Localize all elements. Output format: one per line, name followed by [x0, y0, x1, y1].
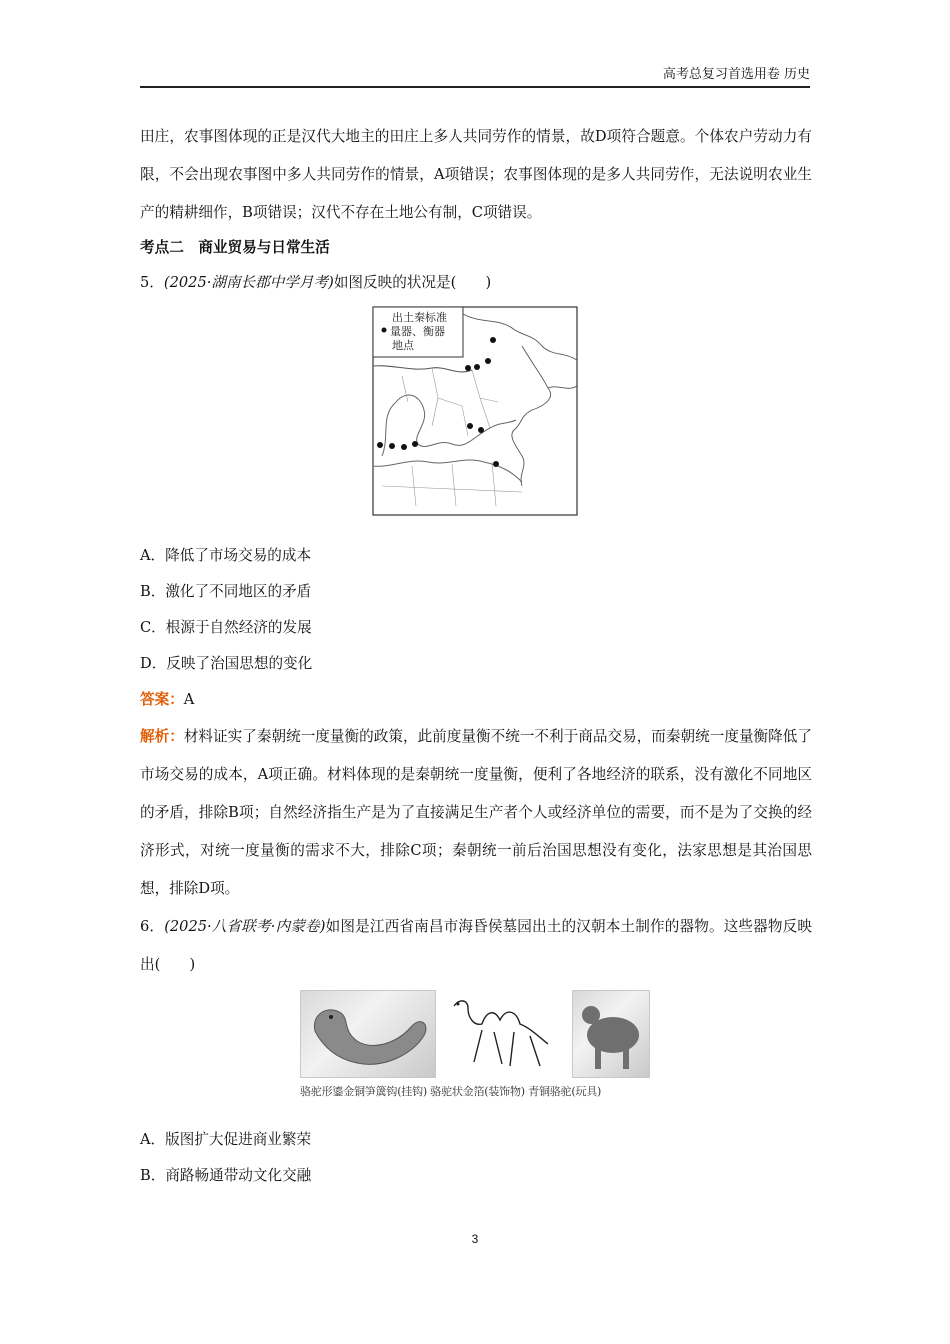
artifact-figure — [300, 990, 660, 1100]
site-dot — [493, 461, 499, 467]
map-legend-line1: 出土秦标准 — [392, 311, 447, 324]
q6-option-a: A．版图扩大促进商业繁荣 — [140, 1131, 312, 1148]
analysis-text: 材料证实了秦朝统一度量衡的政策，此前度量衡不统一不利于商品交易，而秦朝统一度量衡降低了市场交易的成本，A项正确。材料体现的是秦朝统一度量衡，便利了各地经济的联系，没有激化不同地区的矛盾，排除B项；自然经济指生产是为了直接满足生产者个人或经济单位的需要，而不是为了交换的经济形式，对统一度量衡的需求不大，排除C项；秦朝统一前后治国思想没有变化，法家思想是其治国思想，排除D项。 — [140, 728, 812, 897]
q5-option-a: A．降低了市场交易的成本 — [140, 547, 312, 564]
site-dot — [490, 337, 496, 343]
question-6-source: (2025·八省联考·内蒙卷) — [164, 918, 326, 935]
intro-paragraph: 田庄，农事图体现的正是汉代大地主的田庄上多人共同劳作的情景，故D项符合题意。个体农户劳动力有限，不会出现农事图中多人共同劳作的情景，A项错误；农事图体现的是多人共同劳作，无法说明农业生产的精耕细作，B项错误；汉代不存在土地公有制，C项错误。 — [140, 128, 812, 221]
site-dot — [377, 442, 383, 448]
answer-value: A — [183, 691, 195, 708]
analysis-label: 解析： — [140, 728, 184, 745]
camel-gold-foil — [444, 990, 564, 1076]
map-figure — [372, 306, 578, 516]
site-dot — [478, 427, 484, 433]
camel-hook-image — [301, 991, 435, 1077]
q5-option-b: B．激化了不同地区的矛盾 — [140, 583, 312, 600]
site-dot — [401, 444, 407, 450]
map-legend-line2: 量器、衡器 — [390, 325, 445, 338]
q5-analysis — [140, 718, 812, 908]
bronze-camel-image — [573, 991, 649, 1077]
question-5-text: 如图反映的状况是( ) — [333, 274, 492, 291]
site-dot — [389, 443, 395, 449]
question-5-stem — [140, 264, 812, 302]
site-dot — [412, 441, 418, 447]
page-header — [140, 66, 810, 88]
answer-label: 答案： — [140, 691, 184, 708]
site-dot — [465, 365, 471, 371]
section-heading: 考点二 商业贸易与日常生活 — [140, 239, 330, 256]
header-title: 高考总复习首选用卷 历史 — [662, 67, 810, 82]
legend-dot — [382, 328, 387, 333]
document-body — [140, 118, 812, 1194]
bronze-camel-photo — [572, 990, 650, 1078]
q5-answer — [140, 682, 812, 718]
q6-option-b: B．商路畅通带动文化交融 — [140, 1167, 312, 1184]
camel-hook-photo — [300, 990, 436, 1078]
site-dot — [474, 364, 480, 370]
site-dot — [467, 423, 473, 429]
page-number: 3 — [471, 1232, 479, 1246]
question-5-number: 5． — [140, 274, 164, 291]
question-6-stem — [140, 908, 812, 984]
q5-option-d: D．反映了治国思想的变化 — [140, 655, 313, 672]
artifact-caption: 骆驼形鎏金铜笋簴钩(挂钩) 骆驼状金箔(装饰物) 青铜骆驼(玩具) — [300, 1085, 602, 1098]
q5-option-c: C．根源于自然经济的发展 — [140, 619, 312, 636]
site-dot — [485, 358, 491, 364]
qin-measures-map — [372, 306, 578, 516]
question-6-number: 6． — [140, 918, 165, 935]
question-5-source: (2025·湖南长郡中学月考) — [163, 274, 334, 291]
camel-gold-foil-image — [444, 990, 564, 1076]
question-6-text: 如图是江西省南昌市海昏侯墓园出土的汉朝本土制作的器物。这些器物反映出( ) — [140, 918, 812, 973]
map-legend-line3: 地点 — [392, 339, 414, 352]
